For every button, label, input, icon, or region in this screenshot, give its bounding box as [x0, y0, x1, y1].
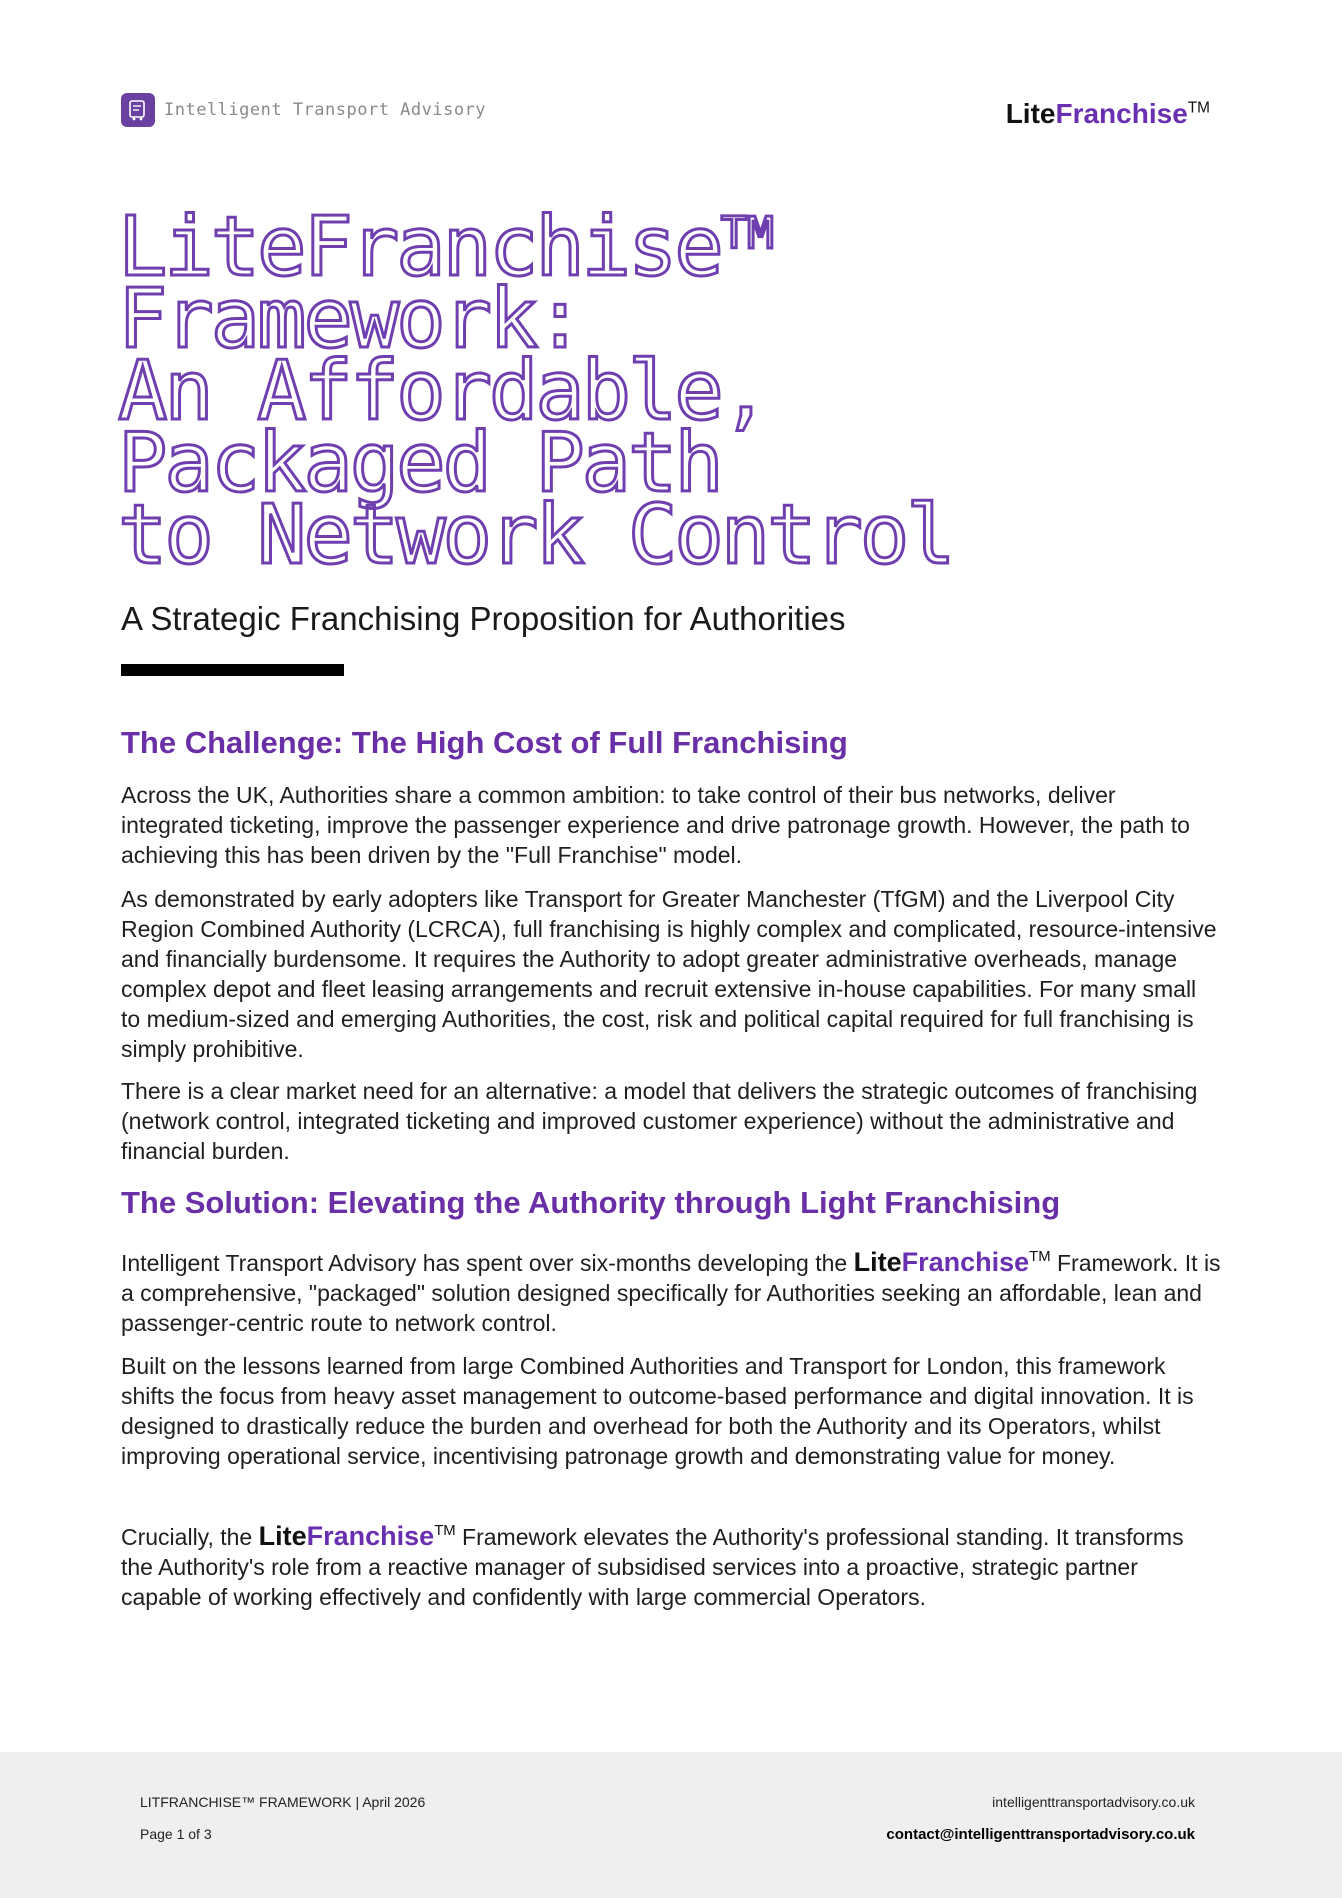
solution-p1-after: Framework. It is a comprehensive, "packaged" solution designed specifically for Authorities seeking an affordable, lean and passenger-centric route to network control.	[121, 1250, 1221, 1336]
bus-ticket-icon	[121, 93, 155, 127]
footer-document-label: LITFRANCHISE™ FRAMEWORK | April 2026	[140, 1794, 426, 1810]
wordmark-lite: Lite	[1005, 98, 1056, 129]
wordmark-tm: TM	[1187, 99, 1210, 117]
inline-lite-2: Lite	[258, 1521, 307, 1551]
inline-lite: Lite	[853, 1247, 902, 1277]
product-wordmark	[1006, 98, 1210, 130]
wordmark-franchise: Franchise	[1055, 98, 1188, 129]
inline-tm: TM	[1029, 1249, 1051, 1265]
subtitle: A Strategic Franchising Proposition for Authorities	[121, 600, 846, 637]
solution-paragraph-2: Built on the lessons learned from large Combined Authorities and Transport for London, this framework shifts the focus from heavy asset management to outcome-based performance and digital innovation. It is designed to drastically reduce the burden and overhead for both the Authority and its Operators, whilst improving operational service, incentivising patronage growth and demonstrating value for money.	[121, 1353, 1194, 1469]
inline-product-name	[854, 1247, 1051, 1277]
hero-line-3: An Affordable,	[118, 344, 768, 439]
page-footer	[0, 1752, 1342, 1898]
inline-product-name-2	[259, 1521, 456, 1551]
challenge-paragraph-3: There is a clear market need for an alternative: a model that delivers the strategic outcomes of franchising (network control, integrated ticketing and improved customer experience) without the administrative and financial burden.	[121, 1078, 1198, 1164]
brand-name: Intelligent Transport Advisory	[164, 100, 487, 120]
footer-page-number: Page 1 of 3	[140, 1826, 212, 1842]
challenge-heading: The Challenge: The High Cost of Full Franchising	[121, 725, 848, 760]
footer-email-link[interactable]: contact@intelligenttransportadvisory.co.uk	[886, 1826, 1195, 1843]
challenge-paragraph-1: Across the UK, Authorities share a common ambition: to take control of their bus networks, deliver integrated ticketing, improve the passenger experience and drive patronage growth. However, the path to achieving this has been driven by the "Full Franchise" model.	[121, 782, 1190, 868]
footer-website-link[interactable]: intelligenttransportadvisory.co.uk	[992, 1794, 1195, 1810]
hero-line-5: to Network Control	[118, 488, 953, 583]
solution-p3-after: Framework elevates the Authority's professional standing. It transforms the Authority's role from a reactive manager of subsidised services into a proactive, strategic partner capable of working effectively and confidently with large commercial Operators.	[121, 1524, 1184, 1610]
hero-line-1-text: LiteFranchise	[118, 200, 721, 295]
inline-franchise-2: Franchise	[306, 1521, 435, 1551]
solution-p3-before: Crucially, the	[121, 1524, 259, 1550]
challenge-paragraph-2: As demonstrated by early adopters like Transport for Greater Manchester (TfGM) and the Liverpool City Region Combined Authority (LCRCA), full franchising is highly complex and complicated, resource-intensive and financially burdensome. It requires the Authority to adopt greater administrative overheads, manage complex depot and fleet leasing arrangements and recruit extensive in-house capabilities. For many small to medium-sized and emerging Authorities, the cost, risk and political capital required for full franchising is simply prohibitive.	[121, 886, 1217, 1062]
solution-paragraph-1	[121, 1242, 1221, 1338]
hero-line-2: Framework:	[118, 272, 582, 367]
solution-p1-before: Intelligent Transport Advisory has spent over six-months developing the	[121, 1250, 854, 1276]
brand	[121, 93, 486, 127]
divider-bar	[121, 664, 344, 676]
solution-heading: The Solution: Elevating the Authority through Light Franchising	[121, 1185, 1061, 1220]
hero-line-4: Packaged Path	[118, 416, 721, 511]
solution-paragraph-3	[121, 1516, 1221, 1612]
hero-line-1-tm: TM	[720, 208, 774, 259]
hero-title	[118, 200, 1018, 583]
inline-franchise: Franchise	[901, 1247, 1030, 1277]
inline-tm-2: TM	[434, 1523, 456, 1539]
